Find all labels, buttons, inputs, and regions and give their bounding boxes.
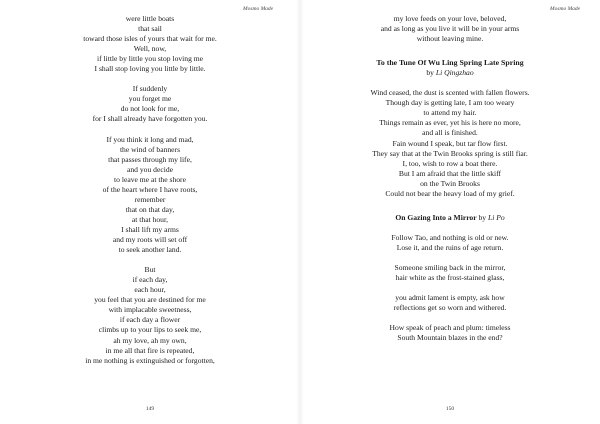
stanza-break: [0, 74, 300, 84]
stanza-break: [300, 253, 600, 263]
verse-line: and my roots will set off: [112, 235, 188, 245]
verse-line: Could not bear the heavy load of my grief.: [385, 188, 515, 198]
verse-line: South Mountain blazes in the end?: [397, 333, 503, 343]
verse-line: on the Twin Brooks: [420, 178, 480, 188]
verse-line: in me nothing is extinguished or forgotten,: [85, 355, 215, 365]
verse-line: Well, now,: [133, 44, 167, 54]
verse-line: to seek another land.: [118, 245, 182, 255]
verse-line: to leave me at the shore: [114, 174, 186, 184]
verse-line: my love feeds on your love, beloved,: [393, 14, 507, 23]
verse-line: that passes through my life,: [108, 154, 192, 164]
verse-line: each hour,: [134, 285, 166, 295]
author-name: Li Qingzhao: [435, 68, 474, 78]
verse-line: But I am afraid that the little skiff: [398, 168, 502, 178]
verse-line: How speak of peach and plum: timeless: [389, 323, 511, 333]
poem-heading: [300, 58, 600, 78]
verse-line: toward those isles of yours that wait for me.: [83, 34, 217, 44]
verse-line: and all is finished.: [422, 128, 478, 138]
verse-line: you forget me: [128, 94, 172, 104]
verse-line: I shall stop loving you little by little.: [94, 64, 206, 74]
verse-line: climbs up to your lips to seek me,: [98, 325, 202, 335]
verse-line: Follow Tao, and nothing is old or new.: [391, 232, 509, 242]
verse-line: I, too, wish to row a boat there.: [402, 158, 498, 168]
verse-line: If suddenly: [132, 84, 168, 94]
verse-line: if little by little you stop loving me: [96, 54, 204, 64]
verse-line: Wind ceased, the dust is scented with fallen flowers.: [370, 88, 530, 98]
verse-line: Someone smiling back in the mirror,: [394, 263, 506, 273]
verse-line: If you think it long and mad,: [106, 134, 194, 144]
page-number: 150: [445, 406, 455, 412]
verse-line: for I shall already have forgotten you.: [92, 114, 208, 124]
verse-line: in me all that fire is repeated,: [105, 345, 195, 355]
verse-line: if each day a flower: [119, 315, 181, 325]
stanza-break: [0, 125, 300, 135]
author-name: Li Po: [488, 212, 505, 222]
verse-line: you admit lament is empty, ask how: [395, 293, 505, 303]
verse-line: Things remain as ever, yet his is here no more,: [379, 118, 521, 128]
poem-title: To the Tune Of Wu Ling Spring Late Spring: [376, 58, 524, 68]
stanza-break: [300, 283, 600, 293]
author-by: by: [426, 68, 434, 78]
stanza-break: [0, 255, 300, 265]
page-body: [0, 14, 300, 366]
verse-line: Though day is getting late, I am too weary: [385, 98, 515, 108]
verse-line: with implacable sweetness,: [108, 305, 192, 315]
author-by: by: [478, 212, 487, 222]
verse-line: They say that at the Twin Brooks spring is still fiar.: [372, 148, 528, 158]
verse-line: Lose it, and the ruins of age return.: [396, 242, 504, 252]
verse-line: ah my love, ah my own,: [113, 335, 187, 345]
running-head: Mosmo Made: [243, 6, 274, 12]
verse-line: were little boats: [125, 14, 175, 23]
verse-line: without leaving mine.: [416, 34, 484, 44]
page-number: 149: [145, 406, 155, 412]
verse-line: at that hour,: [131, 214, 169, 224]
verse-line: do not look for me,: [120, 104, 180, 114]
right-page: [300, 0, 600, 424]
verse-line: you feel that you are destined for me: [94, 295, 206, 305]
poem-title: On Gazing Into a Mirror: [395, 212, 477, 222]
stanza-break: [300, 313, 600, 323]
verse-line: that sail: [138, 24, 162, 34]
verse-line: that on that day,: [125, 204, 175, 214]
verse-line: hair white as the frost-stained glass,: [395, 273, 505, 283]
stanza-break: [300, 223, 600, 233]
stanza-break: [300, 78, 600, 88]
verse-line: Fain wound I speak, but tar flow first.: [392, 138, 508, 148]
spine-shadow: [296, 0, 304, 424]
verse-line: of the heart where I have roots,: [102, 184, 198, 194]
verse-line: remember: [134, 194, 166, 204]
page-body: [300, 14, 600, 343]
verse-line: if each day,: [132, 275, 168, 285]
verse-line: and you decide: [127, 164, 173, 174]
verse-line: reflections get so worn and withered.: [393, 303, 507, 313]
verse-line: the wind of banners: [119, 144, 181, 154]
verse-line: I shall lift my arms: [121, 224, 179, 234]
verse-line: to attend my hair.: [423, 108, 477, 118]
poem-heading: [300, 213, 600, 223]
poem-title-line: [300, 213, 600, 223]
poem-author: [300, 68, 600, 78]
running-head: Mosmo Made: [550, 6, 581, 12]
verse-line: But: [144, 265, 156, 275]
verse-line: and as long as you live it will be in your arms: [380, 24, 520, 34]
